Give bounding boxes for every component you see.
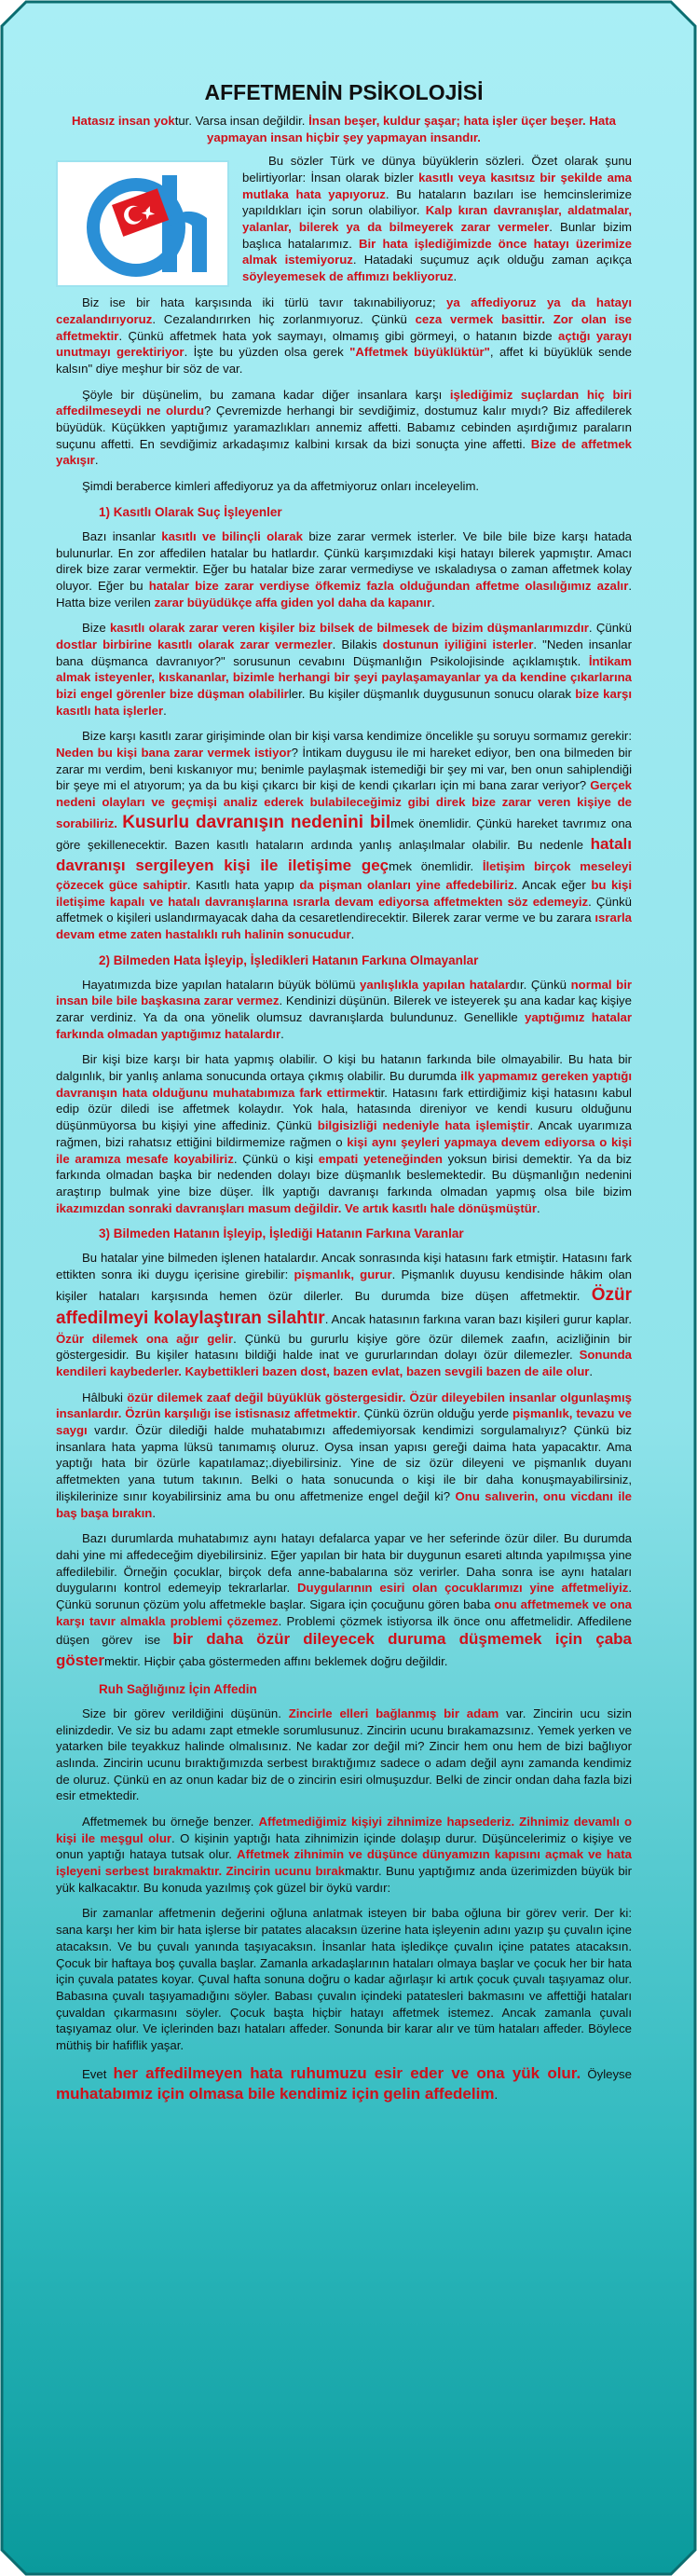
site-logo: [56, 160, 229, 287]
article: [56, 78, 632, 2115]
paragraph-8: Hayatımızda bize yapılan hataların büyük bölümü yanlışlıkla yapılan hatalardır. Çünkü normal bir insan bile bile başkasına zarar vermez. Kendinizi düşünün. Bilerek ve isteyerek şu ana kadar kaç kişiye zarar verdiniz. Ya da ona yönelik olumsuz davranışlarda bulundunuz. Genellikle yaptığımız hatalar farkında olmadan yaptığımız hatalardır.: [56, 977, 633, 1041]
paragraph-6: Bize kasıtlı olarak zarar veren kişiler biz bilsek de bilmesek de bizim düşmanlarımızdır. Çünkü dostlar birbirine kasıtlı olarak zarar vermezler. Bilakis dostunun iyiliğini isterler. "Neden insanlar bana düşmanca davranıyor?" sorusunun cevabını Düşmanlığın Psikolojisinde açıklamıştık. İntikam almak isteyenler, kıskananlar, bizimle herhangi bir şeyi paylaşamayanlar ya da kendine çıkarlarına bizi engel görenler bize düşman olabilirler. Bu kişiler düşmanlık duygusunun sonucu olarak bize karşı kasıtlı hata işlerler.: [56, 621, 632, 718]
paragraph-10: Bu hatalar yine bilmeden işlenen hatalardır. Ancak sonrasında kişi hatasını fark etmiştir. Hatasını fark ettikten sonra iki duygu içerisine girebilir: pişmanlık, gurur. Pişmanlık duyusu kendisinde hâkim olan kişiler hataları karşısında hemen özür dilerler. Bu durumda bize düşen affetmektir. Özür affedilmeyi kolaylaştıran silahtır. Ancak hatasının farkına varan bazı kişileri gurur kaplar. Özür dilemek ona ağır gelir. Çünkü bu gururlu kişiye göre özür dilemek zaafın, acizliğinin bir göstergesidir. Bu kişiler hatasını bildiği halde inat ve gururlarından dolayı özür dilemezler. Sonunda kendileri kaybederler. Kaybettikleri bazen dost, bazen evlat, bazen sevgili bazen de aile olur.: [56, 1251, 632, 1378]
paragraph-1: Bu sözler Türk ve dünya büyüklerin sözleri. Özet olarak şunu belirtiyorlar: İnsan olarak bizler kasıtlı veya kasıtsız bir şekilde ama mutlaka hata yapıyoruz. Bu hataların bazıları ise hemcinslerimize yapıldıkları için sorun olabiliyor. Kalp kıran davranışlar, aldatmalar, yalanlar, bilerek ya da bilmeyerek zarar vermeler. Bunlar bizim başlıca hatalarımız. Bir hata işlediğimizde önce hatayı üzerimize almak istemiyoruz. Hatadaki suçumuz açık olduğu zaman açıkça söyleyemesek de affımızı bekliyoruz.: [242, 154, 633, 283]
paragraph-11: Hâlbuki özür dilemek zaaf değil büyüklük göstergesidir. Özür dileyebilen insanlar olgunlaşmış insanlardır. Özrün karşılığı ise istisnasız affetmektir. Çünkü özrün olduğu yerde pişmanlık, tevazu ve saygı vardır. Özür dilediği halde muhatabımızı affedemiyorsak kendimizi sorgulamalıyız? Çünkü biz insanlara hata yapma lüksü tanımamış oluruz. Oysa insan yapısı gereği daima hata yapacaktır. Ama yaptığı hata bir özürle kapatılamaz;.diyebilirsiniz. Yine de siz özür dileyeni ve pişmanlık duyanı affetmekten yana tutum takının. Belki o hata sonucunda o kişi ile bir daha konuşmayabilirsiniz, ilişkilerinize sınır koyabilirsiniz ama bu onu affetmenize engel değil ki? Onu salıverin, onu vicdanı ile baş başa bırakın.: [56, 1390, 632, 1520]
section-heading-1: 1) Kasıtlı Olarak Suç İşleyenler: [99, 504, 282, 519]
paragraph-5: Bazı insanlar kasıtlı ve bilinçli olarak bize zarar vermek isterler. Ve bile bile bize karşı hatada bulunurlar. En zor affedilen hatalar bu hatlardır. Çünkü karşımızdaki kişi hatayı bilerek yapmıştır. Amacı direk bize zarar vermektir. Eğer bu hatalar bize zarar vermediyse ve ıskaladıysa o zaman affetmek kolay oluyor. Eğer bu hatalar bize zarar verdiyse öfkemiz fazla olduğundan affetme olasılığımız azalır. Hatta bize verilen zarar büyüdükçe affa giden yol daha da kapanır.: [56, 528, 633, 610]
paragraph-14: Affetmemek bu örneğe benzer. Affetmediğimiz kişiyi zihnimize hapsederiz. Zihnimiz devamlı o kişi ile meşgul olur. O kişinin yaptığı hata zihnimizin içinde dolaşıp durur. Düşüncelerimiz o kişiye ve onun yaptığı hataya tutsak olur. Affetmek zihnimin ve düşünce dünyamızın kapısını açmak ve hata işleyeni serbest bırakmaktır. Zincirin ucunu bırakmaktır. Bunu yaptığımız anda üzerimizden büyük bir yük kalkacaktır. Bu konuda yazılmış çok güzel bir öykü vardır:: [56, 1815, 632, 1895]
paragraph-2: Biz ise bir hata karşısında iki türlü tavır takınabiliyoruz; ya affediyoruz ya da hatayı cezalandırıyoruz. Cezalandırırken hiç zorlanmıyoruz. Çünkü ceza vermek basittir. Zor olan ise affetmektir. Çünkü affetmek hata yok saymayı, olmamış gibi görmeyi, o hatanın bizde açtığı yarayı unutmayı gerektiriyor. İşte bu yüzden olsa gerek "Affetmek büyüklüktür", affet ki büyüklük sende kalsın" diye meşhur bir söz de var.: [56, 295, 633, 376]
paragraph-4: Şimdi beraberce kimleri affediyoruz ya da affetmiyoruz onları inceleyelim.: [82, 479, 480, 494]
paragraph-12: Bazı durumlarda muhatabımız aynı hatayı defalarca yapar ve her seferinde özür diler. Bu durumda dahi yine mi affedeceğim diyebilirsiniz. Eğer yapılan bir hata bir duygunun esareti altında yapılmışsa yine affedilebilir. Örneğin çocuklar, birçok defa anne-babalarına söz verirler. Daha sonra ise aynı hataları duygularını kontrol edemeyip tekrarlarlar. Duygularının esiri olan çocuklarımızı yine affetmeliyiz. Çünkü sorunun çözüm yolu affetmekle başlar. Sigara için çocuğunu gören baba onu affetmemek ve ona karşı tavır almakla problemi çözemez. Problemi çözmek istiyorsa ilk önce onu affetmelidir. Affedilene düşen görev ise bir daha özür dileyecek duruma düşmemek için çaba göstermektir. Hiçbir çaba göstermeden affını beklemek doğru değildir.: [56, 1531, 633, 1670]
paragraph-15: Bir zamanlar affetmenin değerini oğluna anlatmak isteyen bir baba oğluna bir görev verir. Der ki: sana karşı her kim bir hata işlerse bir patates alacaksın üzerine hata işleyenin adını yazıp şu çuvalın içine atacaksın. Ve bu çuvalı yanında taşıyacaksın. İnsanlar hata işledikçe çuvalın içine patates atacaksın. Çocuk bir haftaya boş çuvalla başlar. Zamanla arkadaşlarının hataları olmaya başlar ve çocuk her bir hata için çuvala patates koyar. Çuval hafta sonuna doğru o kadar ağırlaşır ki artık çocuk çuvalı taşıyamaz olur. Babasına çuvalı taşıyamadığını söyler. Babası çuvalın içindeki patatesleri bakmasını ve affettiği hataları çuvaldan çıkarmasını söyler. Çocuk başta hiçbir hatayı affetmek istemez. Ancak zamanla çuvalı taşıyamaz olur. Ve içlerinden bazı hataları affeder. Sonunda bir karar alır ve tüm hataları affeder. Böylece müthiş bir hafiflik yaşar.: [56, 1906, 632, 2052]
section-heading-2: 2) Bilmeden Hata İşleyip, İşledikleri Hatanın Farkına Olmayanlar: [99, 952, 479, 967]
section-heading-4: Ruh Sağlığınız İçin Affedin: [99, 1681, 257, 1696]
paragraph-13: Size bir görev verildiğini düşünün. Zincirle elleri bağlanmış bir adam var. Zincirin ucu sizin elinizdedir. Ve siz bu adamı zapt etmekle sorumlusunuz. Zincirin ucunu bırakamazsınız. Yemek yerken ve yatarken bile teyakkuz halinde olmalısınız. Ne kadar zor değil mi? Zincir hem onu hem de bizi bağlıyor aslında. Zincirin ucunu bıraktığımızda serbest bıraktığımız sadece o adam değil aynı zamanda kendimiz de oluruz. Çünkü en az onun kadar biz de o zincirin esiri olmuşuzdur. Belki de zincir ondan daha fazla bizi esir etmektedir.: [56, 1706, 632, 1803]
paragraph-9: Bir kişi bize karşı bir hata yapmış olabilir. O kişi bu hatanın farkında bile olmayabilir. Bu hata bir dalgınlık, bir yanlış anlama sonucunda ortaya çıkmış olabilir. Bu durumda ilk yapmamız gereken yaptığı davranışın hata olduğunu muhatabımıza fark ettirmektir. Hatasını fark ettirdiğimiz kişi hatasını kabul edip özür diledi ise affetmek kolaydır. Yok hala, hatasında direniyor ve kendi kusuru olduğunu düşünmüyorsa bu kişiyi yine affediniz. Çünkü bilgisizliği nedeniyle hata işlemiştir. Ancak uyarımıza rağmen, bizi rahatsız ettiğini bildirmemize rağmen o kişi aynı şeyleri yapmaya devem ediyorsa o kişi ile aramıza mesafe koyabiliriz. Çünkü o kişi empati yeteneğinden yoksun birisi demektir. Ya da biz farkında olmadan başka bir nedenden dolayı bize düşmanlık beslemektedir. Bu düşmanlığın nedenini araştırıp bulmak yine bize düşer. İlk yaptığı davranışı farkında olmadan yapmış olsa bile bizim ikazımızdan sonraki davranışları masum değildir. Ve artık kasıtlı hale dönüşmüştür.: [56, 1052, 633, 1215]
paragraph-7: Bize karşı kasıtlı zarar girişiminde olan bir kişi varsa kendimize öncelikle şu soruyu sormamız gerekir: Neden bu kişi bana zarar vermek istiyor? İntikam duygusu ile mi hareket ediyor, ben ona bilmeden bir zarar mı verdim, beni kıskanıyor mu; benimle paylaşmak istemediği bir şey mi var, ben onun sahiplendiği bir şeye mi el atıyorum; ya da bu kişi çıkarcı bir kişi de kendi çıkarları için mi bana zarar veriyor? Gerçek nedeni olayları ve geçmişi analiz ederek bulabileceğimiz gibi direk bize zarar veren kişiye de sorabiliriz. Kusurlu davranışın nedenini bilmek önemlidir. Çünkü hareket tavrımız ona göre şekillenecektir. Bazen kasıtlı hataların ardında yanlış anlaşılmalar olabilir. Bu nedenle hatalı davranışı sergileyen kişi ile iletişime geçmek önemlidir. İletişim birçok meseleyi çözecek güce sahiptir. Kasıtlı hata yapıp da pişman olanları yine affedebiliriz. Ancak eğer bu kişi iletişime kapalı ve hatalı davranışlarına ısrarla devam ediyorsa affetmekten söz edemeyiz. Çünkü affetmek o kişileri uslandırmayacak daha da cesaretlendirecektir. Bilerek zarar verme ve bu zarara ısrarla devam etme zaten hastalıklı ruh halinin sonucudur.: [56, 729, 632, 941]
section-heading-3: 3) Bilmeden Hatanın İşleyip, İşlediği Hatanın Farkına Varanlar: [99, 1226, 464, 1241]
oh-logo-icon: [58, 162, 227, 285]
page-title: AFFETMENİN PSİKOLOJİSİ: [204, 80, 484, 104]
paragraph-3: Şöyle bir düşünelim, bu zamana kadar diğer insanlara karşı işlediğimiz suçlardan hiç biri affedilmeseydi ne olurdu? Çevremizde herhangi bir sevdiğimiz, dostumuz kalır mıydı? Biz affedilerek büyüdük. Küçükken yaptığımız yaramazlıkları annemiz affetti. Babamız cebinden aşırdığımız paraların suçunu affetti. En sevdiğimiz arkadaşımız kalbini kırsak da bizi sonuçta yine affetti. Bize de affetmek yakışır.: [56, 387, 633, 468]
paragraph-16: Evet her affedilmeyen hata ruhumuzu esir eder ve ona yük olur. Öyleyse muhatabımız için olmasa bile kendimiz için gelin affedelim.: [56, 2063, 632, 2103]
intro-quote: Hatasız insan yoktur. Varsa insan değildir. İnsan beşer, kuldur şaşar; hata işler üçer beşer. Hata yapmayan insan hiçbir şey yapmayan insandır.: [72, 113, 616, 144]
